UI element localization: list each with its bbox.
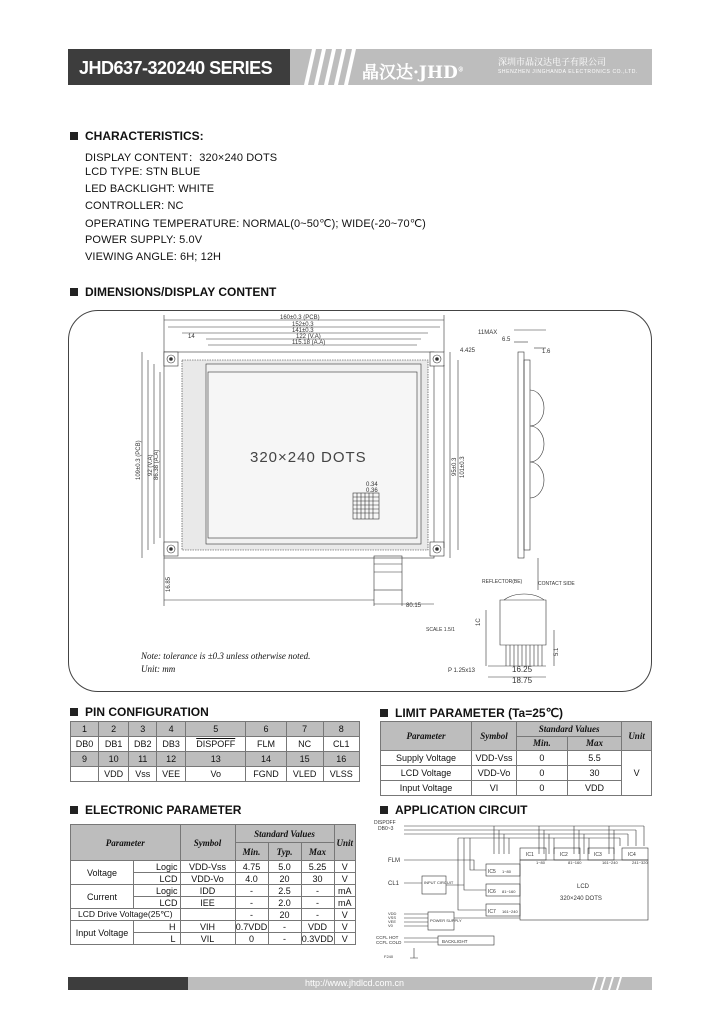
label-ccfl-cold: CCFL COLD: [376, 940, 402, 945]
cell-max: -: [301, 885, 334, 897]
pin-num: 1: [71, 722, 99, 737]
pin-name: NC: [286, 737, 323, 752]
dim-95: 95±0.3: [452, 457, 458, 476]
cell-max: 30: [567, 766, 621, 781]
cell-max: 0.3VDD: [301, 933, 334, 944]
label-ic7: IC7: [488, 909, 496, 915]
cell-min: -: [235, 885, 268, 897]
dim-11max: 11MAX: [478, 330, 498, 336]
cell-h: H: [134, 921, 181, 933]
col-symbol: Symbol: [472, 722, 517, 751]
label-lcd: LCD: [577, 884, 590, 890]
dim-dot-036: 0.36: [366, 488, 378, 494]
dim-122-va: 122 (V.A): [296, 334, 321, 340]
connector-detail: [500, 600, 546, 645]
col-unit: Unit: [334, 825, 355, 861]
cell-symbol: VDD-Vo: [180, 873, 235, 885]
cell-l: L: [134, 933, 181, 945]
label-ccfl-hot: CCFL HOT: [376, 935, 399, 940]
cell-unit: mA: [334, 885, 355, 897]
side-view-components: [530, 390, 544, 498]
label-flm: FLM: [388, 858, 400, 864]
pin-name: DB0: [71, 737, 99, 752]
label-backlight: BACKLIGHT: [442, 939, 468, 944]
dimensions-title: DIMENSIONS/DISPLAY CONTENT: [70, 285, 276, 299]
cell-min: 0: [517, 766, 568, 781]
pin-num: 4: [157, 722, 186, 737]
table-row: [71, 885, 356, 897]
spec-controller: CONTROLLER: NC: [85, 200, 184, 212]
dim-65: 6.5: [502, 337, 511, 343]
dim-141: 141±0.3: [292, 328, 314, 334]
label-cl1: CL1: [388, 881, 400, 887]
pin-name: DB2: [129, 737, 157, 752]
dim-1875: 18.75: [512, 676, 533, 685]
bullet-square-icon: [380, 806, 388, 814]
col-max: Max: [567, 736, 621, 751]
bullet-square-icon: [70, 708, 78, 716]
pin-num: 13: [185, 752, 246, 767]
dim-8015: 80.15: [406, 603, 422, 609]
cell-symbol: VDD-Vss: [180, 861, 235, 873]
cell-lcd: LCD: [134, 897, 181, 909]
spec-power-supply: POWER SUPPLY: 5.0V: [85, 234, 203, 246]
pin-num: 2: [98, 722, 128, 737]
header-stripes: [290, 49, 360, 85]
dim-92-va: 92 (V.A): [148, 454, 154, 476]
brand-logo: 晶汉达·JHD®: [362, 63, 464, 83]
cell-max: VDD: [301, 921, 334, 933]
label-ic4: IC4: [628, 852, 636, 858]
cell-symbol: VI: [472, 781, 517, 796]
dimension-drawing: [68, 310, 652, 692]
lcd-panel-box: [520, 860, 648, 920]
electronic-param-title: ELECTRONIC PARAMETER: [70, 803, 241, 817]
display-content-label: 320×240 DOTS: [250, 449, 367, 466]
pin-number-row: [71, 722, 360, 737]
spec-display-content: DISPLAY CONTENT：320×240 DOTS: [85, 152, 278, 164]
dim-dot-034: 0.34: [366, 482, 378, 488]
pin-num: 12: [157, 752, 186, 767]
cell-min: -: [235, 909, 268, 921]
cell-max: 5.25: [301, 861, 334, 873]
pin-num: 9: [71, 752, 99, 767]
footer-stripes: [588, 977, 648, 990]
label-contact-side: CONTACT SIDE: [538, 581, 575, 587]
dim-4425: 4.425: [460, 348, 476, 354]
col-min: Min.: [517, 736, 568, 751]
label-ic6: IC6: [488, 889, 496, 895]
table-row: [381, 781, 652, 796]
pin-name: VLED: [286, 767, 323, 782]
table-row: [71, 921, 356, 933]
pin-config-table: [70, 721, 360, 782]
connector: [374, 556, 402, 590]
pin-config-title: PIN CONFIGURATION: [70, 705, 209, 719]
dim-115-aa: 115.18 (A.A): [292, 340, 326, 346]
label-ic5: IC5: [488, 869, 496, 875]
cell-unit: V: [334, 909, 355, 921]
bullet-square-icon: [380, 709, 388, 717]
cell-min: 0: [517, 751, 568, 766]
pin-name: Vss: [129, 767, 157, 782]
label-y3: 161~240: [502, 909, 518, 914]
cell-min: 4.75: [235, 861, 268, 873]
cell-param: Input Voltage: [381, 781, 472, 796]
col-parameter: Parameter: [71, 825, 181, 861]
spec-backlight: LED BACKLIGHT: WHITE: [85, 183, 215, 195]
cell-symbol: VIH: [180, 921, 235, 933]
cell-typ: 20: [268, 909, 301, 921]
application-circuit-diagram: [374, 818, 656, 964]
cell-logic: Logic: [134, 861, 181, 873]
label-scale: SCALE 1.5/1: [426, 627, 455, 633]
cell-typ: 20: [268, 873, 301, 885]
col-parameter: Parameter: [381, 722, 472, 751]
pin-name: DB3: [157, 737, 186, 752]
col-unit: Unit: [622, 722, 652, 751]
unit-note: Unit: mm: [141, 664, 176, 674]
cell-symbol: VDD-Vss: [472, 751, 517, 766]
cell-min: 4.0: [235, 873, 268, 885]
pin-name: VEE: [157, 767, 186, 782]
cell-symbol: [180, 909, 235, 921]
cell-max: -: [301, 897, 334, 909]
cell-current: Current: [71, 885, 134, 909]
label-power-supply: POWER SUPPLY: [430, 918, 462, 923]
cell-min: 0: [517, 781, 568, 796]
cell-symbol: IEE: [180, 897, 235, 909]
label-lcd-dots: 320×240 DOTS: [560, 896, 602, 902]
dim-152: 152±0.3: [292, 322, 314, 328]
dim-pcb-height: 109±0.3 (PCB): [136, 440, 142, 480]
dim-51: 5.1: [554, 647, 560, 656]
cell-lcd: LCD: [134, 873, 181, 885]
cell-unit: V: [334, 933, 355, 945]
cell-unit: mA: [334, 897, 355, 909]
pin-name-row: [71, 737, 360, 752]
bullet-square-icon: [70, 806, 78, 814]
col-standard-values: Standard Values: [517, 722, 622, 737]
pin-name: DISPOFF: [185, 737, 246, 752]
table-row: [71, 861, 356, 873]
cell-typ: -: [268, 933, 301, 945]
cell-max: -: [301, 909, 334, 921]
label-ic2: IC2: [560, 852, 568, 858]
bullet-square-icon: [70, 132, 78, 140]
cell-voltage: Voltage: [71, 861, 134, 885]
cell-min: -: [235, 897, 268, 909]
spec-operating-temp: OPERATING TEMPERATURE: NORMAL(0~50℃); WIDE(-20~70℃): [85, 218, 426, 230]
label-model: F240: [384, 954, 394, 959]
col-max: Max: [301, 843, 334, 861]
cell-unit: V: [334, 861, 355, 873]
cell-input-voltage: Input Voltage: [71, 921, 134, 945]
label-reflector: REFLECTOR(BE): [482, 579, 523, 585]
series-title: JHD637-320240 SERIES: [79, 58, 273, 78]
col-standard-values: Standard Values: [235, 825, 334, 843]
cell-typ: -: [268, 921, 301, 933]
dim-pitch: P 1.25x13: [448, 668, 475, 674]
label-vdd: VDD: [388, 911, 397, 916]
label-input-circuit: INPUT CIRCUIT: [424, 880, 454, 885]
col-min: Min.: [235, 843, 268, 861]
cell-typ: 5.0: [268, 861, 301, 873]
pin-name: Vo: [185, 767, 246, 782]
spec-viewing-angle: VIEWING ANGLE: 6H; 12H: [85, 251, 222, 263]
table-row: [381, 751, 652, 766]
pin-num: 5: [185, 722, 246, 737]
cell-symbol: VDD-Vo: [472, 766, 517, 781]
table-row: [71, 909, 356, 921]
input-circuit-box: [422, 876, 446, 894]
pin-num: 3: [129, 722, 157, 737]
dim-86-aa: 86.38 (A.A): [154, 449, 160, 480]
pin-name-row: [71, 767, 360, 782]
dim-1c: 1C: [476, 618, 482, 626]
cell-unit: V: [334, 873, 355, 885]
table-row: [381, 766, 652, 781]
pin-num: 7: [286, 722, 323, 737]
tolerance-note: Note: tolerance is ±0.3 unless otherwise noted.: [141, 651, 311, 661]
pin-num: 16: [323, 752, 359, 767]
cell-lcd-drive: LCD Drive Voltage(25℃): [71, 909, 181, 921]
cell-param: LCD Voltage: [381, 766, 472, 781]
pin-number-row: [71, 752, 360, 767]
cell-symbol: IDD: [180, 885, 235, 897]
cell-logic: Logic: [134, 885, 181, 897]
pin-name: [71, 767, 99, 782]
cell-max: 30: [301, 873, 334, 885]
label-y2: 81~160: [502, 889, 516, 894]
cell-max: VDD: [567, 781, 621, 796]
bullet-square-icon: [70, 288, 78, 296]
cell-min: 0.7VDD: [235, 921, 268, 932]
label-x1: 1~80: [536, 860, 546, 865]
footer-dark-block: [68, 977, 188, 990]
pin-num: 6: [246, 722, 286, 737]
app-circuit-title: APPLICATION CIRCUIT: [380, 803, 527, 817]
dim-1685: 16.85: [166, 576, 172, 592]
label-y1: 1~80: [502, 869, 512, 874]
limit-param-table: [380, 721, 652, 796]
label-db0-3: DB0~3: [378, 826, 394, 832]
label-vss: VSS: [388, 915, 397, 920]
label-ic1: IC1: [526, 852, 534, 858]
label-x4: 241~320: [632, 860, 648, 865]
dim-101: 101±0.3: [460, 456, 466, 478]
pin-num: 14: [246, 752, 286, 767]
company-name-cn: 深圳市晶汉达电子有限公司: [498, 57, 607, 67]
label-ic3: IC3: [594, 852, 602, 858]
pin-name: FGND: [246, 767, 286, 782]
dim-1625: 16.25: [512, 665, 533, 674]
electronic-param-table: [70, 824, 356, 945]
label-x3: 161~240: [602, 860, 618, 865]
cell-max: 5.5: [567, 751, 621, 766]
spec-lcd-type: LCD TYPE: STN BLUE: [85, 166, 201, 178]
cell-typ: 2.5: [268, 885, 301, 897]
pin-num: 10: [98, 752, 128, 767]
dim-14: 14: [188, 334, 195, 340]
pin-name: VLSS: [323, 767, 359, 782]
col-typ: Typ.: [268, 843, 301, 861]
footer-website-link[interactable]: http://www.jhdlcd.com.cn: [305, 978, 405, 988]
cell-param: Supply Voltage: [381, 751, 472, 766]
characteristics-title: CHARACTERISTICS:: [70, 129, 204, 143]
limit-param-title: LIMIT PARAMETER (Ta=25℃): [380, 706, 563, 720]
side-view-pcb: [518, 352, 524, 558]
col-symbol: Symbol: [180, 825, 235, 861]
label-v0: V0: [388, 923, 393, 928]
cell-min: 0: [235, 933, 268, 945]
pin-name: FLM: [246, 737, 286, 752]
label-dispoff: DISPOFF: [374, 820, 396, 826]
label-vee: VEE: [388, 919, 397, 924]
dim-16: 1.6: [542, 349, 551, 355]
cell-typ: 2.0: [268, 897, 301, 909]
pin-num: 15: [286, 752, 323, 767]
pin-name: DB1: [98, 737, 128, 752]
cell-symbol: VIL: [180, 933, 235, 945]
cell-unit: V: [622, 751, 652, 796]
pin-name: VDD: [98, 767, 128, 782]
pin-name: CL1: [323, 737, 359, 752]
pin-num: 11: [129, 752, 157, 767]
cell-unit: V: [334, 921, 355, 933]
pin-num: 8: [323, 722, 359, 737]
label-x2: 81~160: [568, 860, 582, 865]
dim-pcb-width: 160±0.3 (PCB): [280, 315, 320, 321]
company-name-en: SHENZHEN JINGHANDA ELECTRONICS CO.,LTD.: [498, 69, 638, 75]
